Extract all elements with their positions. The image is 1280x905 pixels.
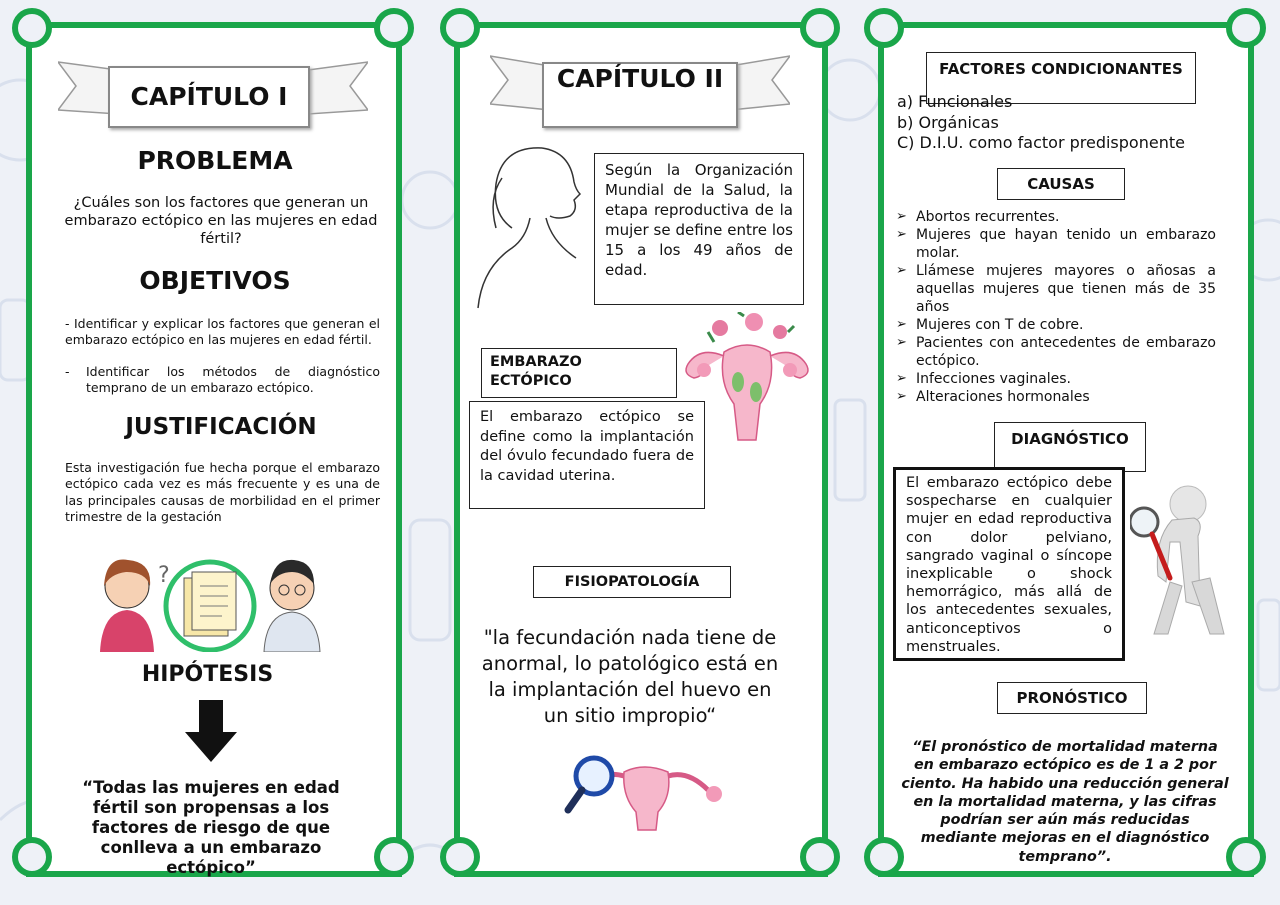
frame-corner: [374, 8, 414, 48]
person-magnifier-illustration: [1130, 474, 1230, 646]
arrow-bullet-icon: ➢: [896, 317, 907, 332]
down-arrow-icon: [185, 700, 237, 762]
factor-item: b) Orgánicas: [897, 112, 999, 132]
chapter-1-title: CAPÍTULO I: [108, 66, 310, 128]
factores-heading: FACTORES CONDICIONANTES: [926, 52, 1196, 104]
arrow-bullet-icon: ➢: [896, 371, 907, 386]
causa-item: ➢ Abortos recurrentes.: [896, 209, 1060, 225]
embarazo-ectopico-heading: EMBARAZO ECTÓPICO: [481, 348, 677, 398]
arrow-bullet-icon: ➢: [896, 263, 907, 278]
thinking-people-illustration: [92, 556, 332, 652]
frame-corner: [864, 8, 904, 48]
objetivos-heading: OBJETIVOS: [139, 266, 291, 295]
bullet-dash: -: [65, 364, 70, 379]
causa-item: ➢ Infecciones vaginales.: [896, 371, 1071, 387]
fisiopatologia-heading: FISIOPATOLOGÍA: [533, 566, 731, 598]
justificacion-text: Esta investigación fue hecha porque el embarazo ectópico cada vez es más frecuente y es una de las principales causas de morbilidad en el primer trimestre de la gestación: [65, 460, 380, 524]
causas-list: [896, 208, 1216, 406]
frame-corner: [12, 837, 52, 877]
hipotesis-text: “Todas las mujeres en edad fértil son propensas a los factores de riesgo de que conlleva a un embarazo ectópico”: [82, 778, 340, 877]
frame-corner: [12, 8, 52, 48]
factor-item: C) D.I.U. como factor predisponente: [897, 133, 1185, 152]
justificacion-heading: JUSTIFICACIÓN: [125, 414, 317, 440]
fisiopatologia-quote: "la fecundación nada tiene de anormal, lo patológico está en la implantación del huevo en un sitio impropio“: [481, 626, 779, 727]
arrow-bullet-icon: ➢: [896, 335, 907, 350]
frame-corner: [1226, 8, 1266, 48]
arrow-bullet-icon: ➢: [896, 227, 907, 242]
pronostico-text: “El pronóstico de mortalidad materna en embarazo ectópico es de 1 a 2 por ciento. Ha habido una reducción general en la mortalidad materna, y las cifras podrían ser aún más reducidas mediante mejoras en el diagnóstico temprano”.: [901, 739, 1229, 865]
objetivo-item: Identificar los métodos de diagnóstico temprano de un embarazo ectópico.: [86, 364, 380, 395]
objetivo-item: - Identificar y explicar los factores que generan el embarazo ectópico en las mujeres en edad fértil.: [65, 316, 380, 347]
frame-corner: [800, 8, 840, 48]
arrow-bullet-icon: ➢: [896, 209, 907, 224]
uterus-magnifier-illustration: [564, 752, 724, 832]
frame-corner: [800, 837, 840, 877]
factores-list: [897, 92, 1227, 154]
chapter-2-title: CAPÍTULO II: [542, 62, 738, 128]
frame-corner: [374, 837, 414, 877]
frame-corner: [864, 837, 904, 877]
problema-question: ¿Cuáles son los factores que generan un embarazo ectópico en las mujeres en edad fértil?: [64, 195, 378, 247]
causas-heading: CAUSAS: [997, 168, 1125, 200]
oms-text-box: Según la Organización Mundial de la Salud, la etapa reproductiva de la mujer se define entre los 15 a los 49 años de edad.: [594, 153, 804, 305]
frame-corner: [1226, 837, 1266, 877]
embarazo-ectopico-text-box: El embarazo ectópico se define como la implantación del óvulo fecundado fuera de la cavidad uterina.: [469, 401, 705, 509]
factor-item: a) Funcionales: [897, 92, 1013, 111]
diagnostico-text-box: El embarazo ectópico debe sospecharse en cualquier mujer en edad reproductiva con dolor pelviano, sangrado vaginal o síncope inexplicable o shock hemorrágico, más allá de los antecedentes sexuales, anticonceptivos o menstruales.: [893, 467, 1125, 661]
problema-heading: PROBLEMA: [137, 146, 293, 175]
causa-item: ➢ Alteraciones hormonales: [896, 389, 1090, 405]
svg-text:?: ?: [158, 563, 170, 588]
causa-item: ➢ Mujeres con T de cobre.: [896, 317, 1084, 333]
causa-item: ➢ Pacientes con antecedentes de embarazo ectópico.: [896, 335, 1216, 369]
frame-corner: [440, 8, 480, 48]
causa-item: ➢ Mujeres que hayan tenido un embarazo molar.: [896, 227, 1216, 261]
arrow-bullet-icon: ➢: [896, 389, 907, 404]
hipotesis-heading: HIPÓTESIS: [141, 662, 274, 687]
pronostico-heading: PRONÓSTICO: [997, 682, 1147, 714]
woman-profile-illustration: [472, 138, 582, 314]
frame-corner: [440, 837, 480, 877]
diagnostico-heading: DIAGNÓSTICO: [994, 422, 1146, 472]
causa-item: ➢ Llámese mujeres mayores o añosas a aquellas mujeres que tienen más de 35 años: [896, 263, 1216, 315]
